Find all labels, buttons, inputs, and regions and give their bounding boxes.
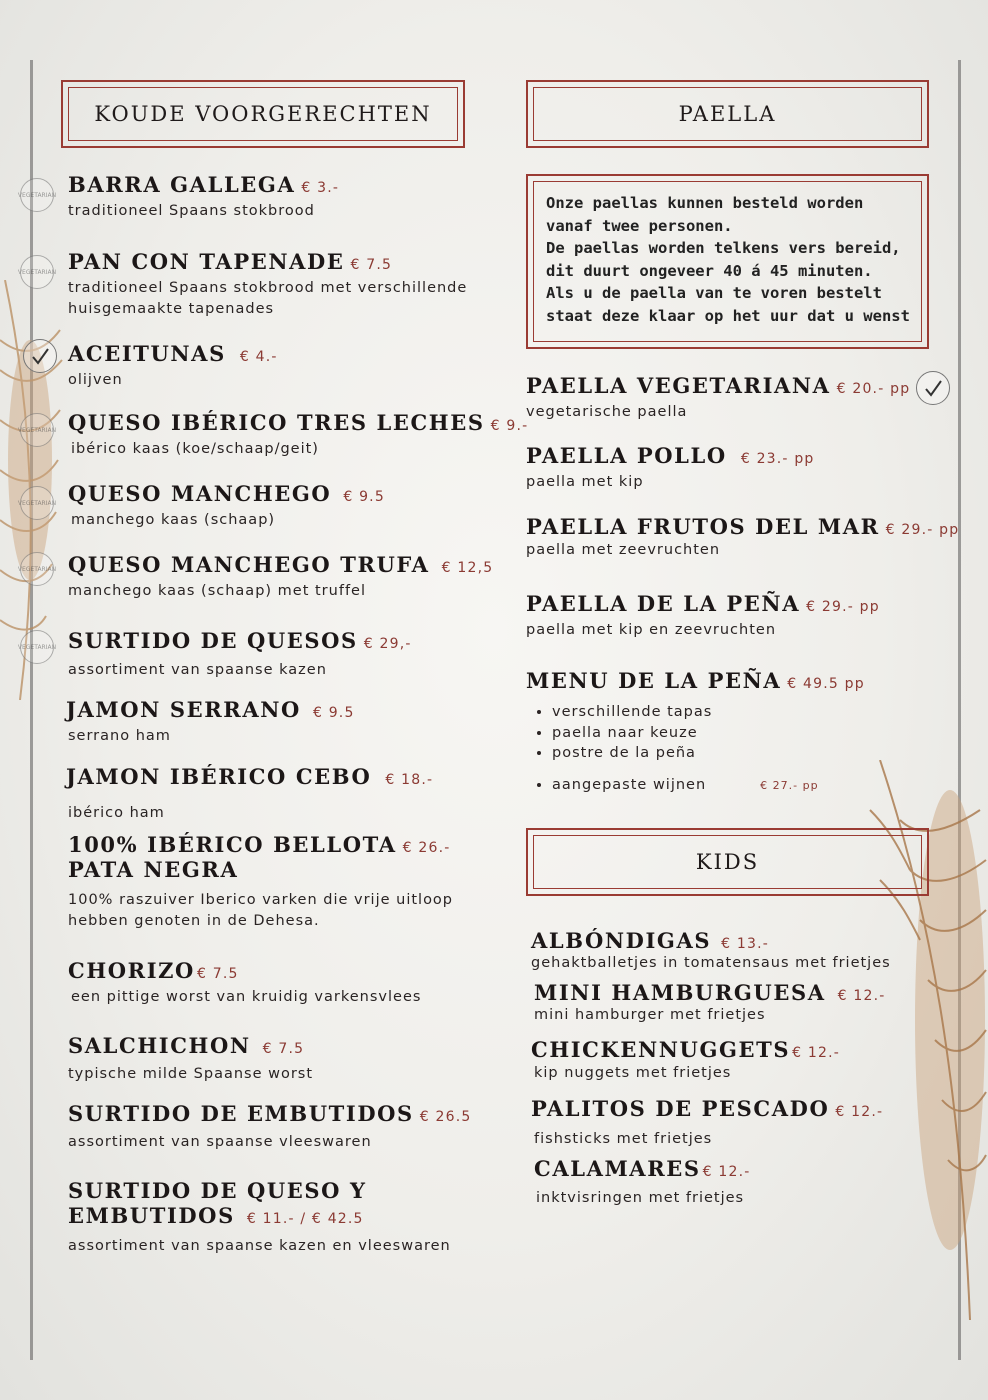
menu-addon-list xyxy=(526,775,819,797)
menu-item: QUESO MANCHEGO TRUFA € 12,5 manchego kaas (schaap) met truffel xyxy=(68,552,494,599)
menu-de-la-pena-list xyxy=(526,702,712,764)
menu-item: CHORIZO € 7.5 een pittige worst van kruidig varkensvlees xyxy=(68,958,422,1005)
vegan-leaf-icon xyxy=(29,345,51,367)
menu-item: 100% IBÉRICO BELLOTA € 26.- PATA NEGRA 100% raszuiver Iberico varken die vrije uitloop hebben genoten in de Dehesa. xyxy=(68,832,454,929)
kids-title: KIDS xyxy=(533,835,922,889)
list-item: • aangepaste wijnen € 27.- pp xyxy=(552,775,819,797)
list-item: • postre de la peña xyxy=(552,743,712,764)
vegetarian-icon: VEGETARIAN xyxy=(20,413,54,447)
list-item: • verschillende tapas xyxy=(552,702,712,723)
vegan-icon xyxy=(23,339,57,373)
right-edge-line xyxy=(958,60,961,1360)
paella-title: PAELLA xyxy=(533,87,922,141)
cold-starters-header xyxy=(61,80,465,148)
vegetarian-icon: VEGETARIAN xyxy=(20,486,54,520)
vegetarian-icon: VEGETARIAN xyxy=(20,255,54,289)
menu-item: SURTIDO DE QUESO Y EMBUTIDOS € 11.- / € 42.5 assortiment van spaanse kazen en vleeswaren xyxy=(68,1178,451,1254)
list-item: • paella naar keuze xyxy=(552,723,712,744)
menu-item: CHICKENNUGGETS € 12.- kip nuggets met frietjes xyxy=(531,1037,840,1081)
menu-item: ACEITUNAS € 4.- olijven xyxy=(68,341,278,388)
menu-item: MENU DE LA PEÑA € 49.5 pp xyxy=(526,668,865,693)
paella-note-box xyxy=(526,174,929,349)
cold-starters-title: KOUDE VOORGERECHTEN xyxy=(68,87,458,141)
menu-item: ALBÓNDIGAS € 13.- gehaktballetjes in tomatensaus met frietjes xyxy=(531,928,891,971)
menu-item: PAN CON TAPENADE € 7.5 traditioneel Spaans stokbrood met verschillende huisgemaakte tapenades xyxy=(68,249,468,317)
menu-item: QUESO IBÉRICO TRES LECHES € 9.- ibérico kaas (koe/schaap/geit) xyxy=(68,410,529,457)
vegetarian-icon: VEGETARIAN xyxy=(20,178,54,212)
paella-note-text: Onze paellas kunnen besteld worden vanaf twee personen. De paellas worden telkens vers bereid, dit duurt ongeveer 40 á 45 minuten. Als u de paella van te voren bestelt staat deze klaar op het uur dat u wenst xyxy=(533,181,922,342)
menu-item: PALITOS DE PESCADO € 12.- fishsticks met frietjes xyxy=(531,1096,884,1147)
paella-header xyxy=(526,80,929,148)
vegetarian-icon: VEGETARIAN xyxy=(20,630,54,664)
menu-item: PAELLA DE LA PEÑA € 29.- pp paella met kip en zeevruchten xyxy=(526,591,880,638)
menu-item: QUESO MANCHEGO € 9.5 manchego kaas (schaap) xyxy=(68,481,385,528)
menu-item: PAELLA VEGETARIANA € 20.- pp vegetarische paella xyxy=(526,373,911,420)
menu-item: MINI HAMBURGUESA € 12.- mini hamburger met frietjes xyxy=(534,980,886,1023)
menu-item: SURTIDO DE QUESOS € 29,- assortiment van spaanse kazen xyxy=(68,628,412,678)
vegan-leaf-icon xyxy=(922,377,944,399)
vegetarian-icon: VEGETARIAN xyxy=(20,552,54,586)
menu-item: JAMON SERRANO € 9.5 serrano ham xyxy=(66,697,355,744)
menu-item: PAELLA POLLO € 23.- pp paella met kip xyxy=(526,443,815,490)
menu-item: SURTIDO DE EMBUTIDOS € 26.5 assortiment van spaanse vleeswaren xyxy=(68,1101,472,1150)
menu-item: SALCHICHON € 7.5 typische milde Spaanse worst xyxy=(68,1033,314,1082)
menu-item: CALAMARES € 12.- inktvisringen met frietjes xyxy=(534,1156,751,1206)
vegan-icon xyxy=(916,371,950,405)
kids-header xyxy=(526,828,929,896)
menu-item: JAMON IBÉRICO CEBO € 18.- ibérico ham xyxy=(66,764,434,821)
menu-item: PAELLA FRUTOS DEL MAR € 29.- pp paella met zeevruchten xyxy=(526,514,960,558)
menu-item: BARRA GALLEGA € 3.- traditioneel Spaans stokbrood xyxy=(68,172,340,219)
